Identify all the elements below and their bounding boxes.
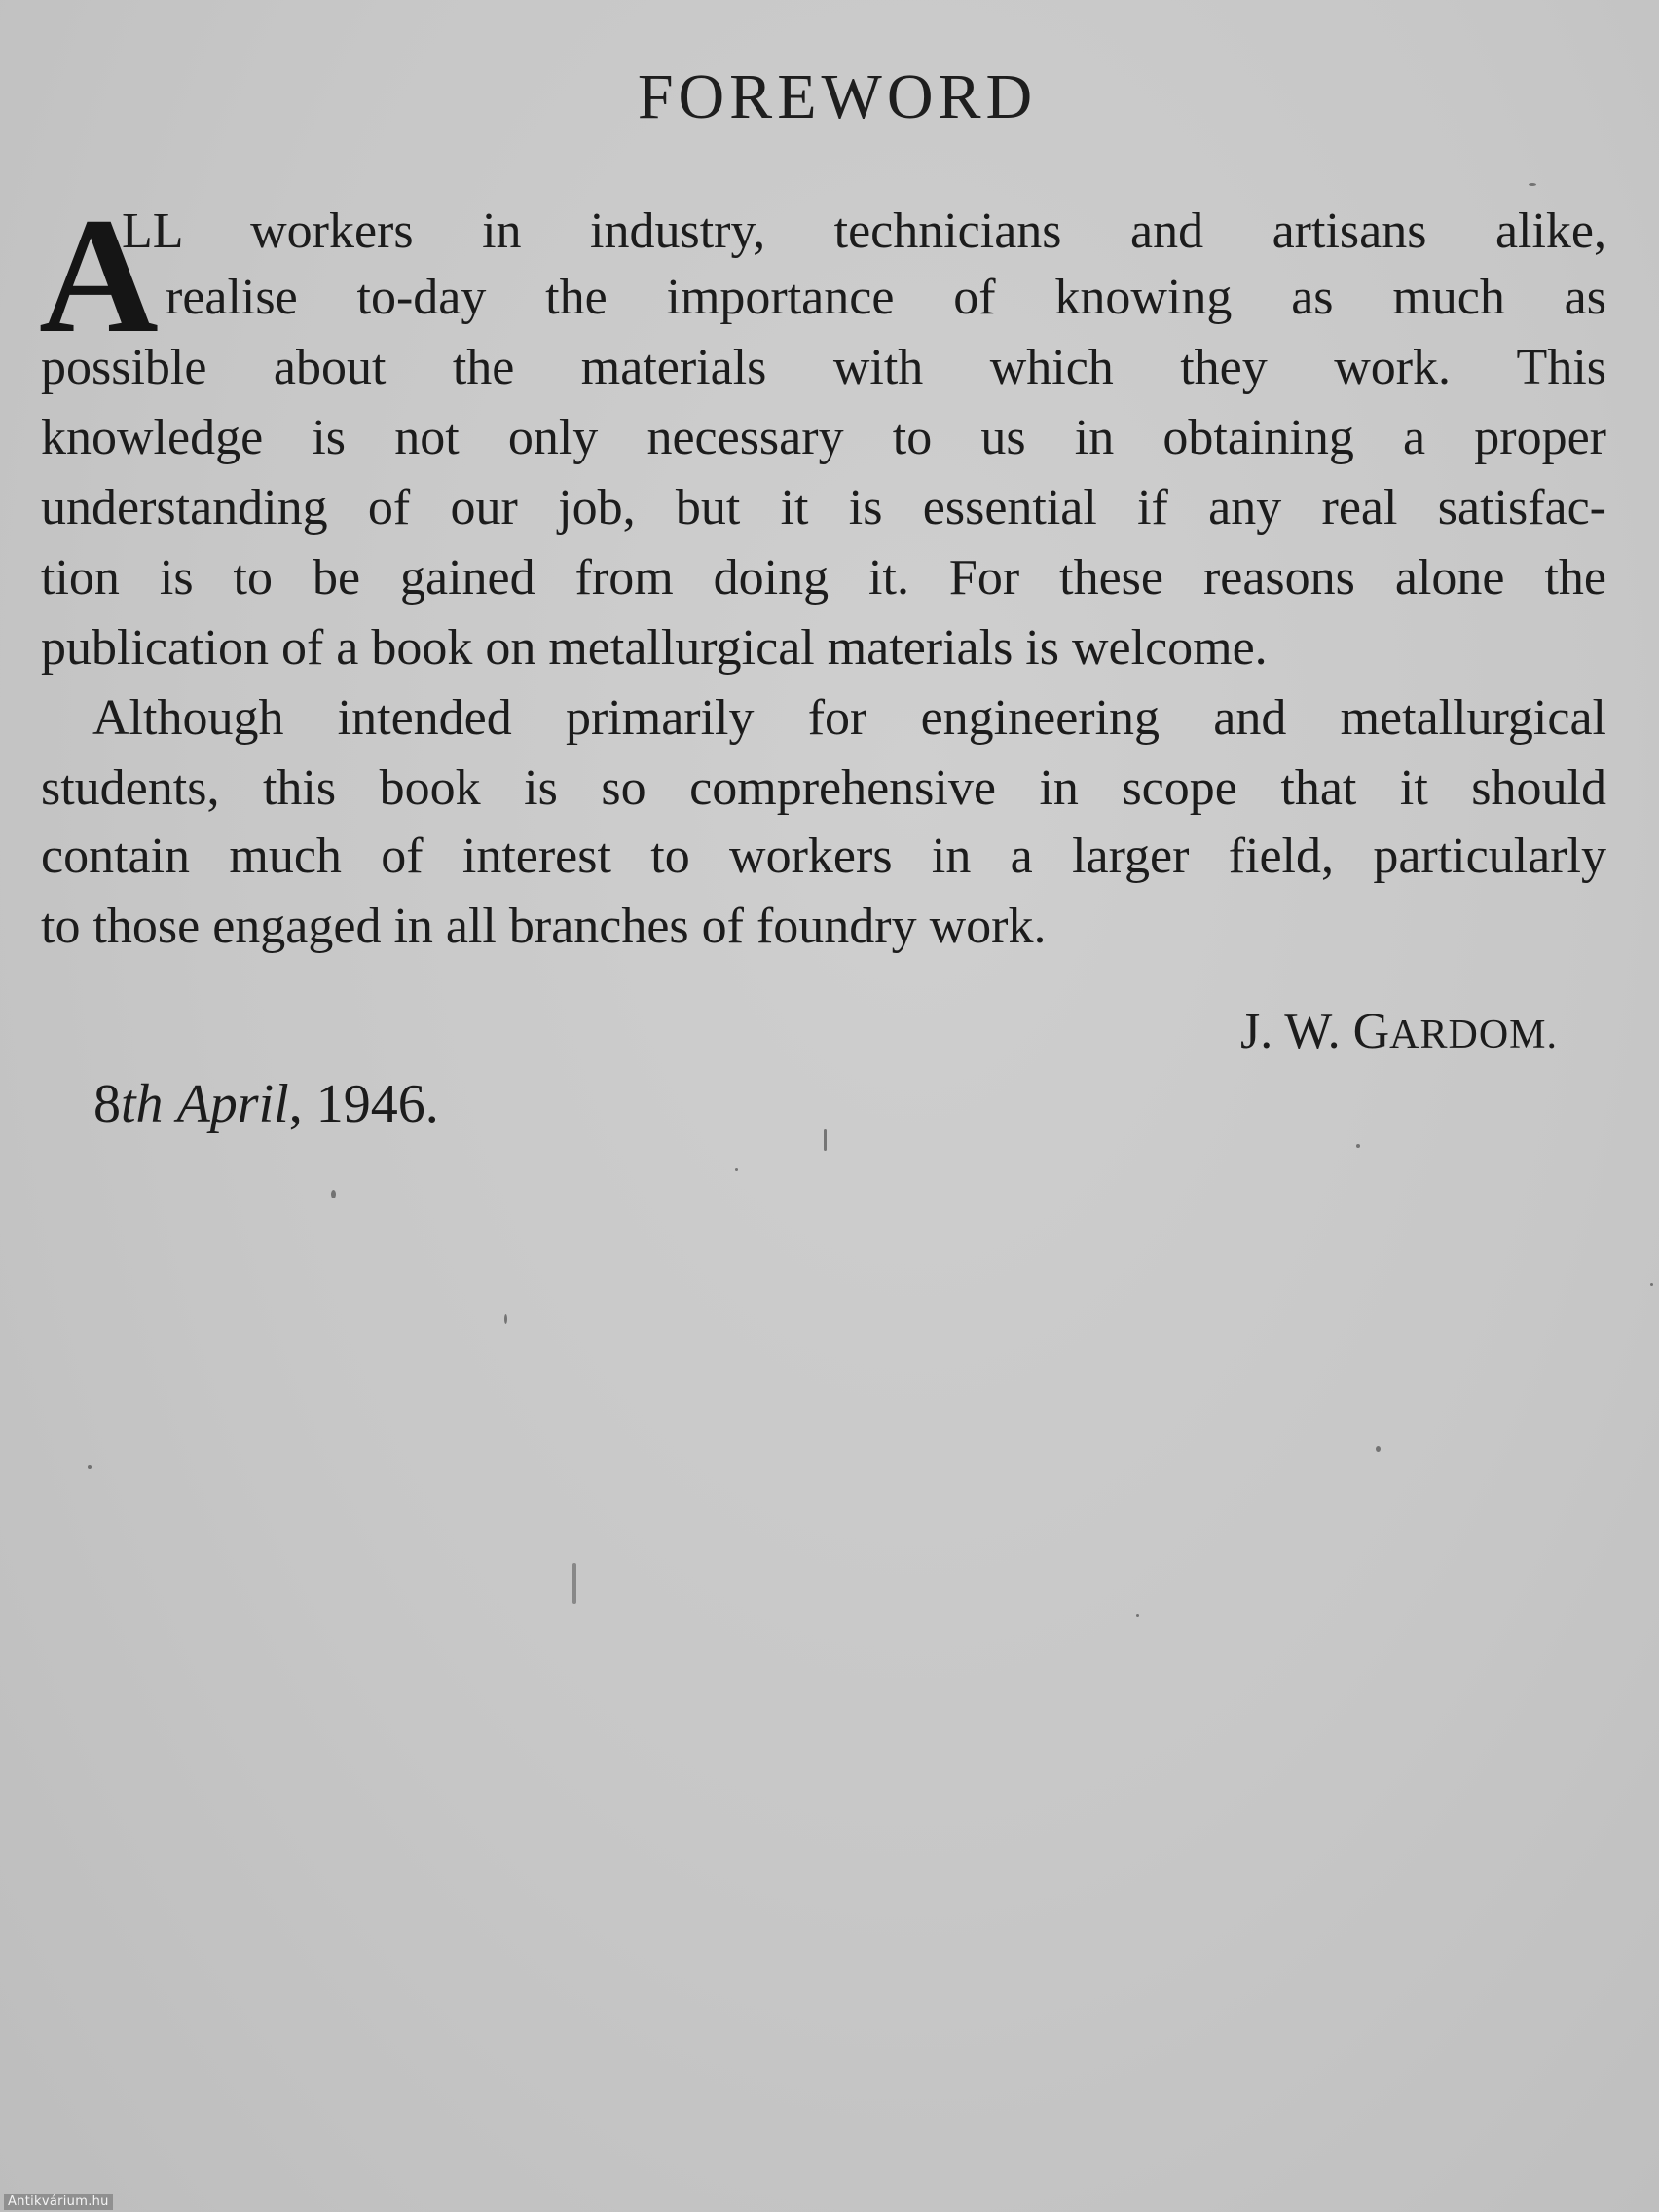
signature-surname: ARDOM. (1389, 1013, 1558, 1057)
paper-speck (504, 1314, 507, 1324)
paragraph-2-line-1: Although intended primarily for engineering and metallurgical (92, 690, 1606, 746)
date-line (93, 1073, 439, 1135)
paper-speck (1136, 1614, 1139, 1617)
paper-speck (572, 1563, 576, 1604)
date-day: 8 (93, 1074, 121, 1134)
paragraph-1-line-7: publication of a book on metallurgical materials is welcome. (41, 620, 1268, 676)
paper-speck (1376, 1446, 1381, 1452)
paper-speck (1356, 1144, 1360, 1148)
date-month: April (176, 1074, 289, 1134)
watermark: Antikvárium.hu (4, 2194, 113, 2210)
paper-speck (824, 1129, 827, 1151)
paragraph-2-line-3: contain much of interest to workers in a larger field, particularly (41, 829, 1606, 884)
paragraph-1-line-4: knowledge is not only necessary to us in obtaining a proper (41, 410, 1606, 465)
signature-initials: J. W. G (1239, 1004, 1390, 1059)
signature (1168, 1003, 1558, 1060)
paper-speck (1529, 183, 1536, 186)
paragraph-1-line-3: possible about the materials with which they work. This (41, 340, 1606, 395)
paper-speck (735, 1168, 738, 1171)
paragraph-1-line-2: realise to-day the importance of knowing as much as (166, 270, 1606, 325)
paper-speck (1650, 1283, 1653, 1286)
paper-speck (88, 1465, 92, 1469)
drop-cap: A (39, 184, 159, 367)
paper-speck (331, 1190, 336, 1198)
paragraph-1-line-1: LL workers in industry, technicians and artisans alike, (122, 203, 1606, 259)
page-title: FOREWORD (637, 61, 1038, 132)
paragraph-1-line-6: tion is to be gained from doing it. For these reasons alone the (41, 550, 1606, 606)
date-year: , 1946. (288, 1074, 439, 1134)
date-suffix: th (121, 1074, 164, 1134)
paragraph-1-line-5: understanding of our job, but it is essential if any real satisfac- (41, 480, 1606, 535)
paragraph-2-line-4: to those engaged in all branches of foundry work. (41, 899, 1047, 954)
paragraph-2-line-2: students, this book is so comprehensive in scope that it should (41, 760, 1606, 816)
